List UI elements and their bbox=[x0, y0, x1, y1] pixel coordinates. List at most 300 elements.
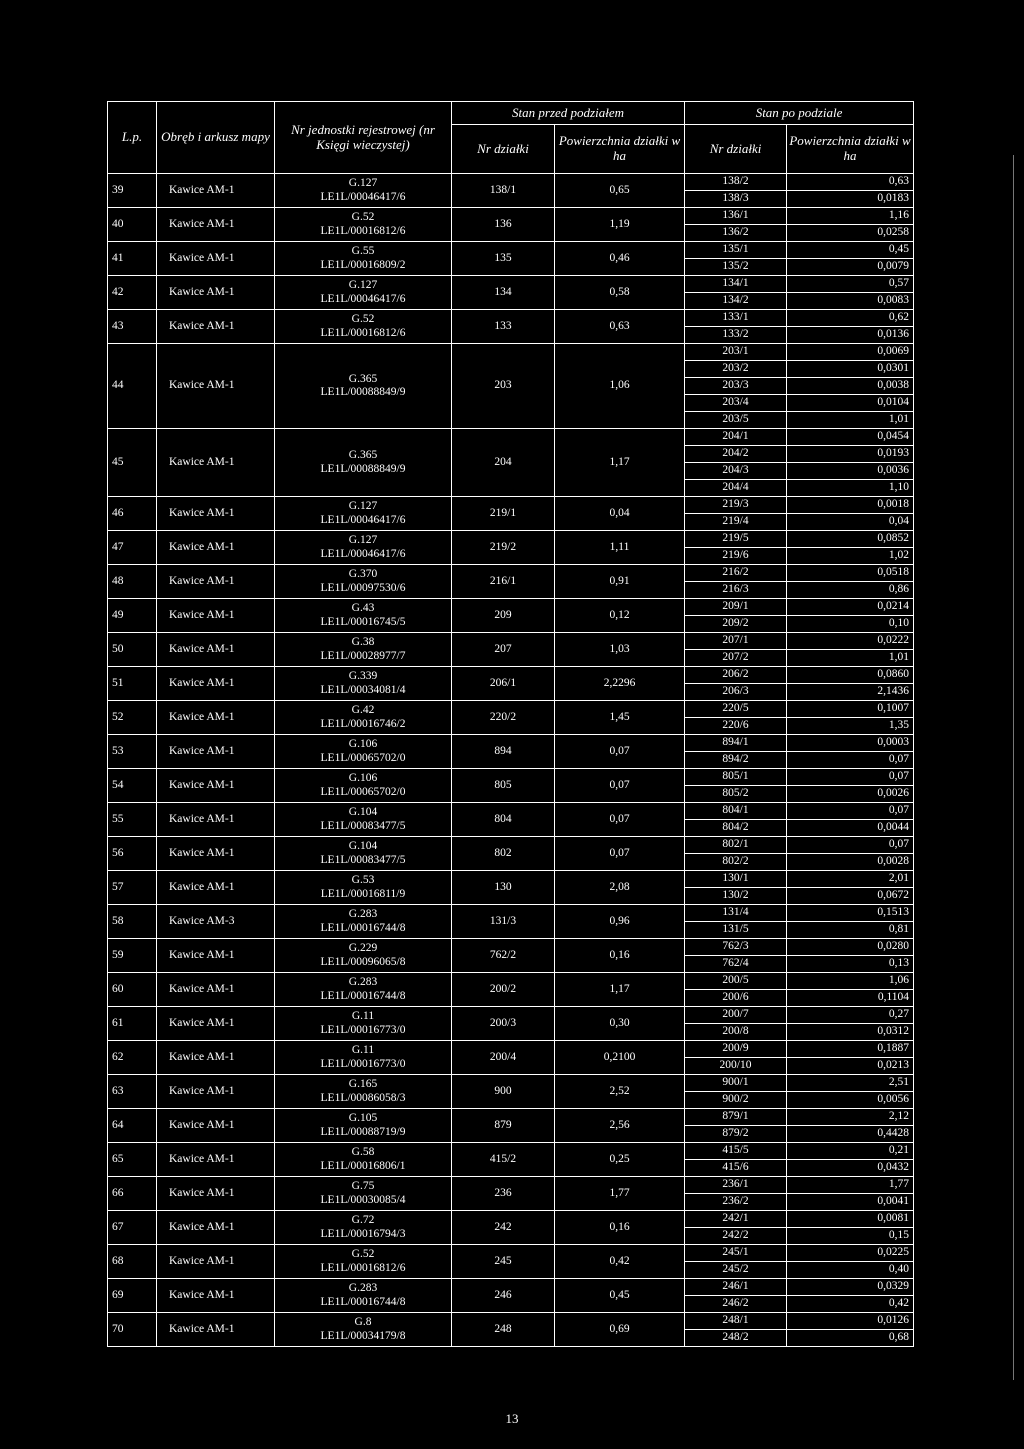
land-register-number: LE1L/00086058/3 bbox=[320, 1091, 406, 1104]
land-register-number: LE1L/00016812/6 bbox=[320, 326, 406, 339]
before-parcel-number: 802 bbox=[452, 837, 555, 871]
after-parcel-number: 200/7 bbox=[685, 1007, 787, 1024]
header-after-nr: Nr działki bbox=[685, 125, 787, 174]
unit-number: G.365 bbox=[348, 372, 378, 385]
after-parcel-number: 220/6 bbox=[685, 718, 787, 735]
table-row bbox=[108, 1313, 914, 1330]
lp-cell: 59 bbox=[108, 939, 157, 973]
unit-cell bbox=[275, 276, 452, 310]
unit-number: G.283 bbox=[348, 1282, 378, 1295]
unit-cell bbox=[275, 633, 452, 667]
after-parcel-number: 200/9 bbox=[685, 1041, 787, 1058]
after-parcel-number: 203/1 bbox=[685, 344, 787, 361]
before-parcel-area: 0,07 bbox=[555, 837, 685, 871]
after-parcel-number: 207/1 bbox=[685, 633, 787, 650]
header-after-area: Powierzchnia działki w ha bbox=[787, 125, 914, 174]
lp-cell: 53 bbox=[108, 735, 157, 769]
lp-cell: 42 bbox=[108, 276, 157, 310]
obreb-cell: Kawice AM-1 bbox=[157, 837, 275, 871]
after-parcel-number: 136/2 bbox=[685, 225, 787, 242]
unit-number: G.8 bbox=[354, 1316, 372, 1329]
land-register-number: LE1L/00016812/6 bbox=[320, 224, 406, 237]
lp-cell: 62 bbox=[108, 1041, 157, 1075]
obreb-cell: Kawice AM-1 bbox=[157, 871, 275, 905]
before-parcel-number: 219/2 bbox=[452, 531, 555, 565]
after-parcel-number: 200/5 bbox=[685, 973, 787, 990]
land-register-number: LE1L/00016812/6 bbox=[320, 1261, 406, 1274]
unit-number: G.106 bbox=[348, 772, 378, 785]
before-parcel-number: 203 bbox=[452, 344, 555, 429]
after-parcel-area: 2,51 bbox=[787, 1075, 914, 1092]
unit-number: G.55 bbox=[351, 245, 375, 258]
unit-number: G.105 bbox=[348, 1112, 378, 1125]
after-parcel-area: 0,68 bbox=[787, 1330, 914, 1347]
unit-cell bbox=[275, 1007, 452, 1041]
before-parcel-area: 0,58 bbox=[555, 276, 685, 310]
after-parcel-area: 0,1007 bbox=[787, 701, 914, 718]
before-parcel-number: 248 bbox=[452, 1313, 555, 1347]
lp-cell: 56 bbox=[108, 837, 157, 871]
before-parcel-number: 204 bbox=[452, 429, 555, 497]
unit-cell bbox=[275, 565, 452, 599]
after-parcel-number: 219/3 bbox=[685, 497, 787, 514]
after-parcel-number: 200/10 bbox=[685, 1058, 787, 1075]
land-register-number: LE1L/00046417/6 bbox=[320, 547, 406, 560]
table-body bbox=[108, 174, 914, 1347]
lp-cell: 68 bbox=[108, 1245, 157, 1279]
table-row bbox=[108, 939, 914, 956]
before-parcel-area: 1,11 bbox=[555, 531, 685, 565]
after-parcel-number: 804/1 bbox=[685, 803, 787, 820]
before-parcel-number: 200/3 bbox=[452, 1007, 555, 1041]
obreb-cell: Kawice AM-1 bbox=[157, 208, 275, 242]
unit-number: G.52 bbox=[351, 1248, 375, 1261]
after-parcel-area: 0,0044 bbox=[787, 820, 914, 837]
obreb-cell: Kawice AM-1 bbox=[157, 429, 275, 497]
after-parcel-area: 0,1887 bbox=[787, 1041, 914, 1058]
table-row bbox=[108, 1211, 914, 1228]
before-parcel-number: 245 bbox=[452, 1245, 555, 1279]
after-parcel-area: 0,0280 bbox=[787, 939, 914, 956]
after-parcel-area: 0,57 bbox=[787, 276, 914, 293]
land-register-number: LE1L/00016744/8 bbox=[320, 921, 406, 934]
unit-cell bbox=[275, 310, 452, 344]
after-parcel-number: 130/1 bbox=[685, 871, 787, 888]
after-parcel-area: 0,0213 bbox=[787, 1058, 914, 1075]
after-parcel-number: 130/2 bbox=[685, 888, 787, 905]
after-parcel-number: 133/1 bbox=[685, 310, 787, 327]
table-row bbox=[108, 633, 914, 650]
after-parcel-area: 0,62 bbox=[787, 310, 914, 327]
lp-cell: 67 bbox=[108, 1211, 157, 1245]
unit-cell bbox=[275, 667, 452, 701]
table-row bbox=[108, 1177, 914, 1194]
unit-number: G.127 bbox=[348, 534, 378, 547]
unit-number: G.72 bbox=[351, 1214, 375, 1227]
after-parcel-number: 802/2 bbox=[685, 854, 787, 871]
table-row bbox=[108, 497, 914, 514]
before-parcel-area: 1,17 bbox=[555, 973, 685, 1007]
after-parcel-number: 203/2 bbox=[685, 361, 787, 378]
after-parcel-area: 1,16 bbox=[787, 208, 914, 225]
after-parcel-number: 762/3 bbox=[685, 939, 787, 956]
unit-cell bbox=[275, 1313, 452, 1347]
after-parcel-number: 245/2 bbox=[685, 1262, 787, 1279]
land-register-number: LE1L/00097530/6 bbox=[320, 581, 406, 594]
obreb-cell: Kawice AM-1 bbox=[157, 633, 275, 667]
table-row bbox=[108, 735, 914, 752]
before-parcel-number: 138/1 bbox=[452, 174, 555, 208]
after-parcel-area: 0,21 bbox=[787, 1143, 914, 1160]
table-row bbox=[108, 871, 914, 888]
table-row bbox=[108, 276, 914, 293]
unit-cell bbox=[275, 429, 452, 497]
land-register-number: LE1L/00046417/6 bbox=[320, 190, 406, 203]
lp-cell: 41 bbox=[108, 242, 157, 276]
unit-cell bbox=[275, 701, 452, 735]
before-parcel-area: 1,17 bbox=[555, 429, 685, 497]
unit-cell bbox=[275, 871, 452, 905]
unit-number: G.127 bbox=[348, 279, 378, 292]
before-parcel-area: 1,77 bbox=[555, 1177, 685, 1211]
after-parcel-area: 0,15 bbox=[787, 1228, 914, 1245]
lp-cell: 44 bbox=[108, 344, 157, 429]
before-parcel-number: 206/1 bbox=[452, 667, 555, 701]
after-parcel-area: 0,40 bbox=[787, 1262, 914, 1279]
after-parcel-number: 131/4 bbox=[685, 905, 787, 922]
after-parcel-number: 805/1 bbox=[685, 769, 787, 786]
unit-number: G.104 bbox=[348, 840, 378, 853]
after-parcel-number: 219/6 bbox=[685, 548, 787, 565]
table-row bbox=[108, 803, 914, 820]
after-parcel-area: 0,1513 bbox=[787, 905, 914, 922]
after-parcel-area: 0,0454 bbox=[787, 429, 914, 446]
land-register-number: LE1L/00088849/9 bbox=[320, 462, 406, 475]
before-parcel-area: 2,52 bbox=[555, 1075, 685, 1109]
after-parcel-number: 206/3 bbox=[685, 684, 787, 701]
obreb-cell: Kawice AM-1 bbox=[157, 1313, 275, 1347]
unit-cell bbox=[275, 905, 452, 939]
unit-number: G.127 bbox=[348, 500, 378, 513]
after-parcel-number: 216/2 bbox=[685, 565, 787, 582]
after-parcel-area: 1,77 bbox=[787, 1177, 914, 1194]
table-row bbox=[108, 973, 914, 990]
unit-cell bbox=[275, 1143, 452, 1177]
unit-number: G.11 bbox=[351, 1044, 375, 1057]
after-parcel-area: 1,02 bbox=[787, 548, 914, 565]
lp-cell: 61 bbox=[108, 1007, 157, 1041]
unit-cell bbox=[275, 1041, 452, 1075]
before-parcel-number: 219/1 bbox=[452, 497, 555, 531]
obreb-cell: Kawice AM-1 bbox=[157, 1143, 275, 1177]
after-parcel-number: 220/5 bbox=[685, 701, 787, 718]
table-row bbox=[108, 310, 914, 327]
before-parcel-number: 242 bbox=[452, 1211, 555, 1245]
after-parcel-number: 204/2 bbox=[685, 446, 787, 463]
table-row bbox=[108, 208, 914, 225]
after-parcel-area: 0,0026 bbox=[787, 786, 914, 803]
lp-cell: 51 bbox=[108, 667, 157, 701]
header-nr-jednostki: Nr jednostki rejestrowej (nr Księgi wieczystej) bbox=[275, 102, 452, 174]
after-parcel-area: 2,12 bbox=[787, 1109, 914, 1126]
after-parcel-area: 0,0672 bbox=[787, 888, 914, 905]
after-parcel-number: 246/1 bbox=[685, 1279, 787, 1296]
after-parcel-number: 203/5 bbox=[685, 412, 787, 429]
land-register-number: LE1L/00030085/4 bbox=[320, 1193, 406, 1206]
before-parcel-number: 220/2 bbox=[452, 701, 555, 735]
margin-line bbox=[1013, 155, 1014, 1380]
after-parcel-number: 879/2 bbox=[685, 1126, 787, 1143]
unit-number: G.106 bbox=[348, 738, 378, 751]
obreb-cell: Kawice AM-1 bbox=[157, 242, 275, 276]
obreb-cell: Kawice AM-1 bbox=[157, 735, 275, 769]
table-row bbox=[108, 429, 914, 446]
lp-cell: 40 bbox=[108, 208, 157, 242]
unit-number: G.75 bbox=[351, 1180, 375, 1193]
after-parcel-number: 894/2 bbox=[685, 752, 787, 769]
before-parcel-area: 0,16 bbox=[555, 939, 685, 973]
obreb-cell: Kawice AM-1 bbox=[157, 973, 275, 1007]
lp-cell: 52 bbox=[108, 701, 157, 735]
unit-cell bbox=[275, 344, 452, 429]
table-row bbox=[108, 599, 914, 616]
before-parcel-area: 1,03 bbox=[555, 633, 685, 667]
obreb-cell: Kawice AM-1 bbox=[157, 276, 275, 310]
obreb-cell: Kawice AM-1 bbox=[157, 939, 275, 973]
before-parcel-area: 2,2296 bbox=[555, 667, 685, 701]
unit-number: G.165 bbox=[348, 1078, 378, 1091]
land-register-number: LE1L/00083477/5 bbox=[320, 853, 406, 866]
unit-number: G.283 bbox=[348, 908, 378, 921]
obreb-cell: Kawice AM-1 bbox=[157, 497, 275, 531]
before-parcel-area: 0,2100 bbox=[555, 1041, 685, 1075]
obreb-cell: Kawice AM-1 bbox=[157, 1109, 275, 1143]
after-parcel-area: 0,0028 bbox=[787, 854, 914, 871]
land-register-number: LE1L/00083477/5 bbox=[320, 819, 406, 832]
parcel-division-table bbox=[107, 101, 914, 1347]
before-parcel-area: 0,16 bbox=[555, 1211, 685, 1245]
table-row bbox=[108, 565, 914, 582]
before-parcel-area: 2,08 bbox=[555, 871, 685, 905]
after-parcel-number: 802/1 bbox=[685, 837, 787, 854]
after-parcel-number: 134/1 bbox=[685, 276, 787, 293]
after-parcel-area: 0,0214 bbox=[787, 599, 914, 616]
after-parcel-number: 207/2 bbox=[685, 650, 787, 667]
unit-number: G.38 bbox=[351, 636, 375, 649]
table-row bbox=[108, 1245, 914, 1262]
after-parcel-area: 1,35 bbox=[787, 718, 914, 735]
after-parcel-area: 0,0081 bbox=[787, 1211, 914, 1228]
after-parcel-number: 804/2 bbox=[685, 820, 787, 837]
unit-cell bbox=[275, 174, 452, 208]
header-stan-przed: Stan przed podziałem bbox=[452, 102, 685, 125]
land-register-number: LE1L/00034179/8 bbox=[320, 1329, 406, 1342]
table-row bbox=[108, 174, 914, 191]
before-parcel-number: 135 bbox=[452, 242, 555, 276]
before-parcel-number: 805 bbox=[452, 769, 555, 803]
table-row bbox=[108, 531, 914, 548]
after-parcel-number: 245/1 bbox=[685, 1245, 787, 1262]
obreb-cell: Kawice AM-1 bbox=[157, 310, 275, 344]
lp-cell: 65 bbox=[108, 1143, 157, 1177]
table-row bbox=[108, 1143, 914, 1160]
table-row bbox=[108, 1041, 914, 1058]
before-parcel-number: 136 bbox=[452, 208, 555, 242]
after-parcel-area: 0,0518 bbox=[787, 565, 914, 582]
before-parcel-area: 2,56 bbox=[555, 1109, 685, 1143]
unit-number: G.127 bbox=[348, 177, 378, 190]
after-parcel-number: 236/1 bbox=[685, 1177, 787, 1194]
unit-number: G.365 bbox=[348, 449, 378, 462]
after-parcel-number: 246/2 bbox=[685, 1296, 787, 1313]
lp-cell: 58 bbox=[108, 905, 157, 939]
unit-cell bbox=[275, 735, 452, 769]
land-register-number: LE1L/00016811/9 bbox=[320, 887, 406, 900]
after-parcel-area: 2,1436 bbox=[787, 684, 914, 701]
after-parcel-number: 236/2 bbox=[685, 1194, 787, 1211]
after-parcel-number: 135/1 bbox=[685, 242, 787, 259]
after-parcel-number: 879/1 bbox=[685, 1109, 787, 1126]
before-parcel-number: 200/2 bbox=[452, 973, 555, 1007]
before-parcel-area: 0,63 bbox=[555, 310, 685, 344]
land-register-number: LE1L/00016744/8 bbox=[320, 1295, 406, 1308]
after-parcel-area: 0,0193 bbox=[787, 446, 914, 463]
page-number: 13 bbox=[505, 1411, 519, 1426]
obreb-cell: Kawice AM-1 bbox=[157, 531, 275, 565]
after-parcel-area: 0,0301 bbox=[787, 361, 914, 378]
unit-cell bbox=[275, 242, 452, 276]
land-register-number: LE1L/00046417/6 bbox=[320, 513, 406, 526]
after-parcel-area: 0,04 bbox=[787, 514, 914, 531]
obreb-cell: Kawice AM-1 bbox=[157, 1177, 275, 1211]
after-parcel-number: 209/2 bbox=[685, 616, 787, 633]
table-row bbox=[108, 1007, 914, 1024]
after-parcel-number: 415/5 bbox=[685, 1143, 787, 1160]
after-parcel-number: 200/8 bbox=[685, 1024, 787, 1041]
obreb-cell: Kawice AM-1 bbox=[157, 803, 275, 837]
after-parcel-number: 206/2 bbox=[685, 667, 787, 684]
before-parcel-area: 0,07 bbox=[555, 735, 685, 769]
obreb-cell: Kawice AM-1 bbox=[157, 174, 275, 208]
after-parcel-area: 1,10 bbox=[787, 480, 914, 497]
before-parcel-area: 0,46 bbox=[555, 242, 685, 276]
land-register-number: LE1L/00088849/9 bbox=[320, 386, 406, 398]
after-parcel-area: 0,0136 bbox=[787, 327, 914, 344]
unit-cell bbox=[275, 837, 452, 871]
land-register-number: LE1L/00016773/0 bbox=[320, 1023, 406, 1036]
unit-number: G.283 bbox=[348, 976, 378, 989]
table-row bbox=[108, 667, 914, 684]
obreb-cell: Kawice AM-1 bbox=[157, 1211, 275, 1245]
after-parcel-area: 1,06 bbox=[787, 973, 914, 990]
after-parcel-area: 0,0018 bbox=[787, 497, 914, 514]
after-parcel-number: 900/2 bbox=[685, 1092, 787, 1109]
obreb-cell: Kawice AM-1 bbox=[157, 667, 275, 701]
before-parcel-area: 0,07 bbox=[555, 769, 685, 803]
unit-number: G.339 bbox=[348, 670, 378, 683]
table-row bbox=[108, 1279, 914, 1296]
land-register-number: LE1L/00096065/8 bbox=[320, 955, 406, 968]
unit-number: G.58 bbox=[351, 1146, 375, 1159]
after-parcel-number: 900/1 bbox=[685, 1075, 787, 1092]
before-parcel-number: 216/1 bbox=[452, 565, 555, 599]
after-parcel-area: 0,0432 bbox=[787, 1160, 914, 1177]
after-parcel-number: 209/1 bbox=[685, 599, 787, 616]
before-parcel-number: 762/2 bbox=[452, 939, 555, 973]
unit-number: G.52 bbox=[351, 313, 375, 326]
after-parcel-number: 762/4 bbox=[685, 956, 787, 973]
after-parcel-area: 0,1104 bbox=[787, 990, 914, 1007]
obreb-cell: Kawice AM-1 bbox=[157, 1245, 275, 1279]
unit-cell bbox=[275, 1279, 452, 1313]
unit-cell bbox=[275, 803, 452, 837]
before-parcel-area: 1,19 bbox=[555, 208, 685, 242]
before-parcel-area: 0,91 bbox=[555, 565, 685, 599]
after-parcel-area: 0,0183 bbox=[787, 191, 914, 208]
land-register-number: LE1L/00016794/3 bbox=[320, 1227, 406, 1240]
after-parcel-area: 0,0329 bbox=[787, 1279, 914, 1296]
unit-number: G.53 bbox=[351, 874, 375, 887]
before-parcel-area: 0,25 bbox=[555, 1143, 685, 1177]
unit-cell bbox=[275, 531, 452, 565]
after-parcel-area: 0,27 bbox=[787, 1007, 914, 1024]
before-parcel-number: 236 bbox=[452, 1177, 555, 1211]
table-row bbox=[108, 701, 914, 718]
land-register-number: LE1L/00016809/2 bbox=[320, 258, 406, 271]
unit-cell bbox=[275, 1075, 452, 1109]
before-parcel-number: 131/3 bbox=[452, 905, 555, 939]
before-parcel-number: 133 bbox=[452, 310, 555, 344]
unit-cell bbox=[275, 973, 452, 1007]
after-parcel-area: 0,42 bbox=[787, 1296, 914, 1313]
land-register-number: LE1L/00034081/4 bbox=[320, 683, 406, 696]
before-parcel-number: 200/4 bbox=[452, 1041, 555, 1075]
obreb-cell: Kawice AM-1 bbox=[157, 1075, 275, 1109]
before-parcel-area: 0,12 bbox=[555, 599, 685, 633]
unit-number: G.370 bbox=[348, 568, 378, 581]
after-parcel-area: 0,0069 bbox=[787, 344, 914, 361]
land-register-number: LE1L/00016744/8 bbox=[320, 989, 406, 1002]
after-parcel-number: 204/4 bbox=[685, 480, 787, 497]
before-parcel-area: 0,04 bbox=[555, 497, 685, 531]
after-parcel-area: 0,81 bbox=[787, 922, 914, 939]
after-parcel-area: 0,0056 bbox=[787, 1092, 914, 1109]
obreb-cell: Kawice AM-1 bbox=[157, 1279, 275, 1313]
table-row bbox=[108, 344, 914, 361]
header-obreb: Obręb i arkusz mapy bbox=[157, 102, 275, 174]
table-row bbox=[108, 1075, 914, 1092]
obreb-cell: Kawice AM-1 bbox=[157, 769, 275, 803]
land-register-number: LE1L/00065702/0 bbox=[320, 751, 406, 764]
after-parcel-area: 0,0852 bbox=[787, 531, 914, 548]
lp-cell: 46 bbox=[108, 497, 157, 531]
after-parcel-number: 133/2 bbox=[685, 327, 787, 344]
after-parcel-number: 219/5 bbox=[685, 531, 787, 548]
after-parcel-number: 894/1 bbox=[685, 735, 787, 752]
before-parcel-area: 1,06 bbox=[555, 344, 685, 429]
lp-cell: 70 bbox=[108, 1313, 157, 1347]
after-parcel-number: 136/1 bbox=[685, 208, 787, 225]
after-parcel-area: 0,0860 bbox=[787, 667, 914, 684]
lp-cell: 54 bbox=[108, 769, 157, 803]
before-parcel-area: 0,42 bbox=[555, 1245, 685, 1279]
unit-cell bbox=[275, 1245, 452, 1279]
after-parcel-area: 0,07 bbox=[787, 837, 914, 854]
unit-cell bbox=[275, 1109, 452, 1143]
after-parcel-number: 204/1 bbox=[685, 429, 787, 446]
after-parcel-number: 135/2 bbox=[685, 259, 787, 276]
before-parcel-number: 804 bbox=[452, 803, 555, 837]
